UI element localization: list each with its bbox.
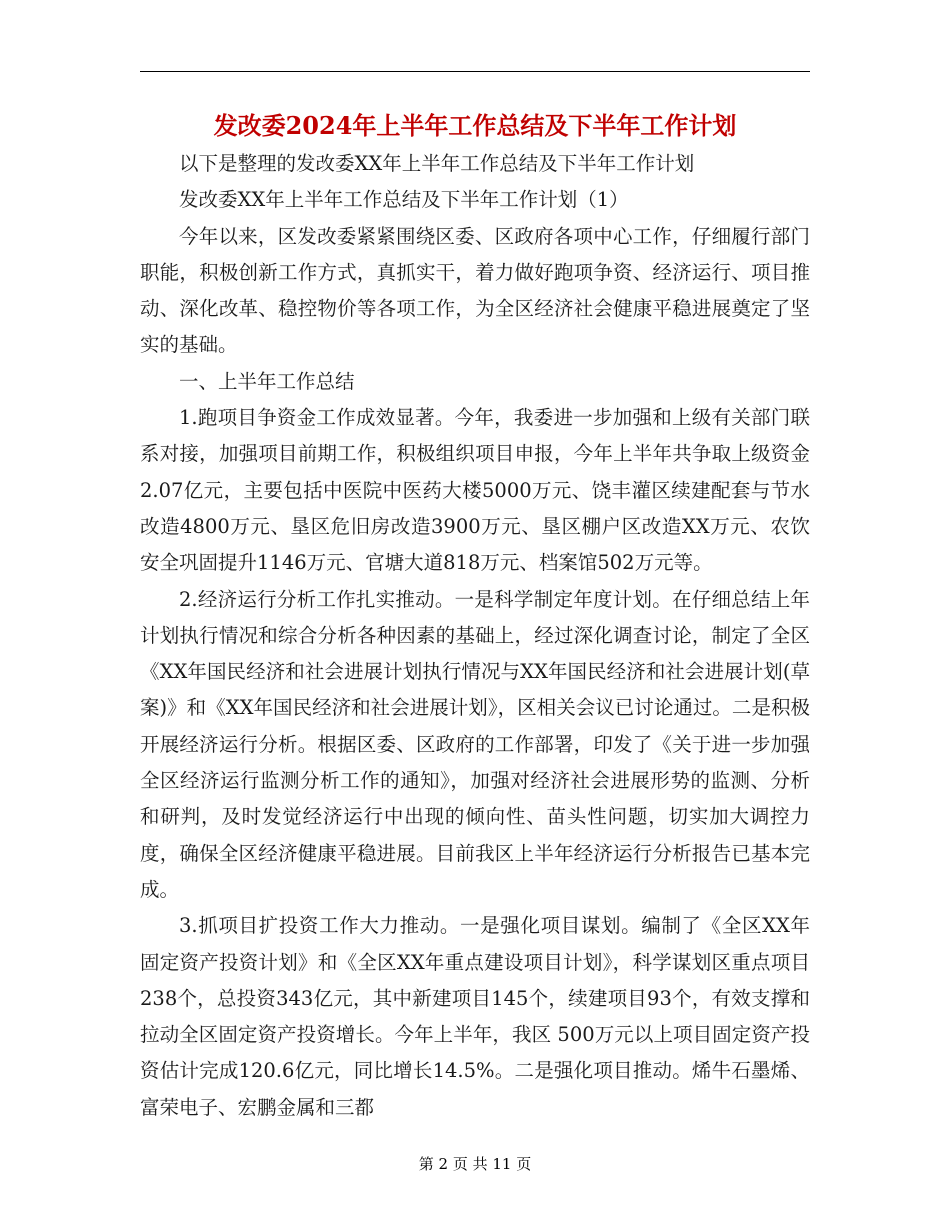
- paragraph-item-3: 3.抓项目扩投资工作大力推动。一是强化项目谋划。编制了《全区XX年固定资产投资计划》和《全区XX年重点建设项目计划》，科学谋划区重点项目238个，总投资343亿元，其中新建项目145个，续建项目93个，有效支撑和拉动全区固定资产投资增长。今年上半年，我区 500万元以上项目固定资产投资估计完成120.6亿元，同比增长14.5%。二是强化项目推动。烯牛石墨烯、富荣电子、宏鹏金属和三都: [140, 914, 810, 1119]
- page-number-footer: 第 2 页 共 11 页: [418, 1155, 532, 1173]
- intro-line: 以下是整理的发改委XX年上半年工作总结及下半年工作计划: [179, 152, 695, 175]
- document-title: 发改委2024年上半年工作总结及下半年工作计划: [213, 111, 737, 140]
- subtitle-line: 发改委XX年上半年工作总结及下半年工作计划（1）: [179, 188, 629, 212]
- header-rule: [140, 71, 810, 72]
- paragraph-item-1: 1.跑项目争资金工作成效显著。今年，我委进一步加强和上级有关部门联系对接，加强项目前期工作，积极组织项目申报，今年上半年共争取上级资金2.07亿元，主要包括中医院中医药大楼5000万元、饶丰灌区续建配套与节水改造4800万元、垦区危旧房改造3900万元、垦区棚户区改造XX万元、农饮安全巩固提升1146万元、官塘大道818万元、档案馆502万元等。: [140, 406, 810, 575]
- section-heading: 一、上半年工作总结: [179, 369, 355, 393]
- paragraph-item-2: 2.经济运行分析工作扎实推动。一是科学制定年度计划。在仔细总结上年计划执行情况和综合分析各种因素的基础上，经过深化调查讨论，制定了全区《XX年国民经济和社会进展计划执行情况与XX年国民经济和社会进展计划(草案)》和《XX年国民经济和社会进展计划》，区相关会议已讨论通过。二是积极开展经济运行分析。根据区委、区政府的工作部署，印发了《关于进一步加强全区经济运行监测分析工作的通知》，加强对经济社会进展形势的监测、分析和研判，及时发觉经济运行中出现的倾向性、苗头性问题，切实加大调控力度，确保全区经济健康平稳进展。目前我区上半年经济运行分析报告已基本完成。: [140, 587, 810, 901]
- document-body: [140, 146, 810, 1126]
- paragraph-overview: 今年以来，区发改委紧紧围绕区委、区政府各项中心工作，仔细履行部门职能，积极创新工作方式，真抓实干，着力做好跑项争资、经济运行、项目推动、深化改革、稳控物价等各项工作，为全区经济社会健康平稳进展奠定了坚实的基础。: [140, 224, 810, 357]
